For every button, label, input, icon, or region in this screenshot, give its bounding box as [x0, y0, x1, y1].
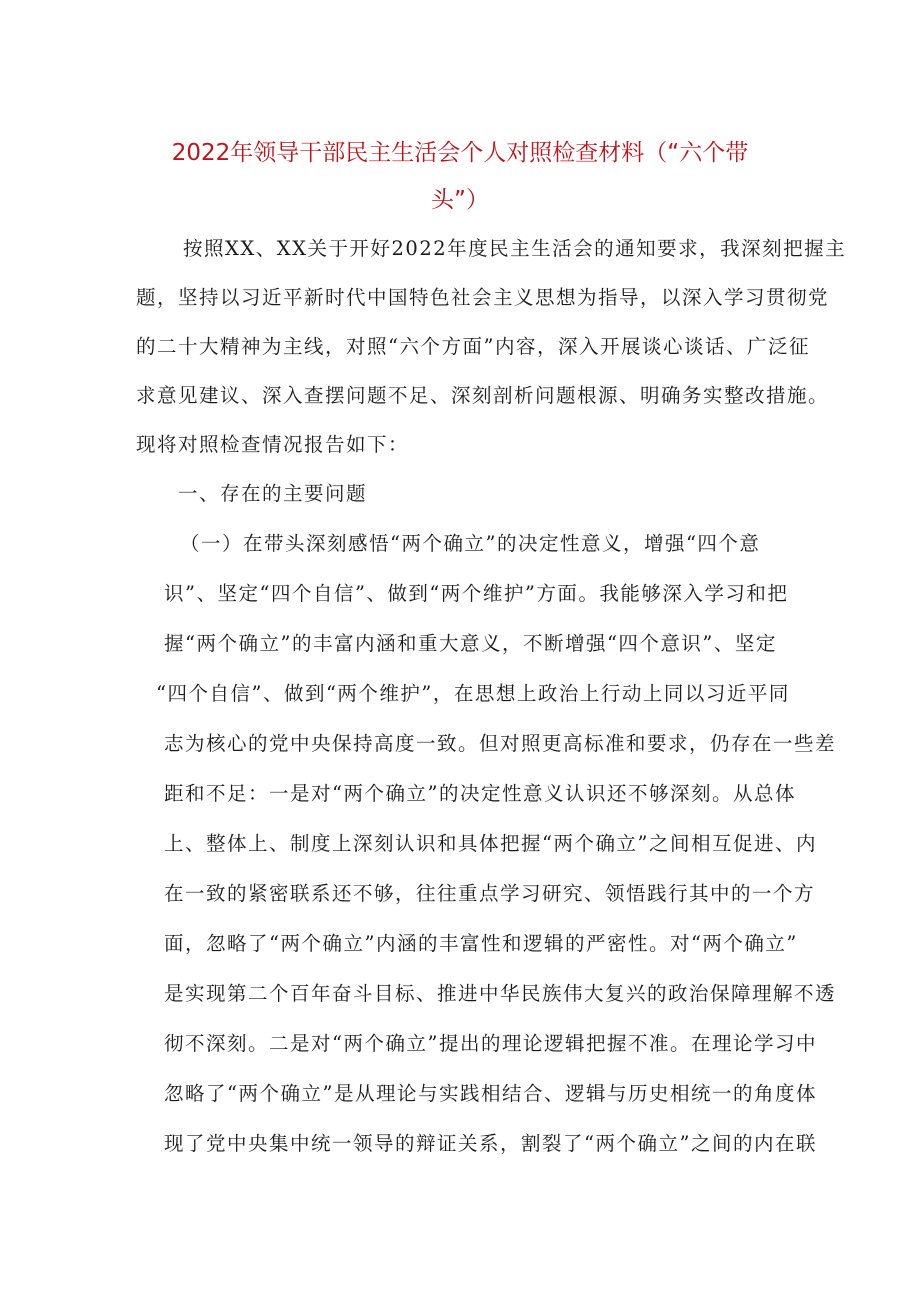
paragraph-2-line-8: 在一致的紧密联系还不够，往往重点学习研究、领悟践行其中的一个方 [164, 882, 816, 905]
paragraph-1-line-1: 按照XX、XX关于开好2022年度民主生活会的通知要求，我深刻把握主 [183, 237, 847, 260]
paragraph-1-line-3: 的二十大精神为主线，对照“六个方面”内容，深入开展谈心谈话、广泛征 [136, 335, 810, 358]
paragraph-2-line-13: 现了党中央集中统一领导的辩证关系，割裂了“两个确立”之间的内在联 [164, 1132, 817, 1155]
section-heading-1: 一、存在的主要问题 [178, 482, 368, 505]
paragraph-2-line-6: 距和不足：一是对“两个确立”的决定性意义认识还不够深刻。从总体 [164, 782, 796, 805]
paragraph-2-line-9: 面，忽略了“两个确立”内涵的丰富性和逻辑的严密性。对“两个确立” [164, 932, 798, 955]
paragraph-2-line-3: 握“两个确立”的丰富内涵和重大意义，不断增强“四个意识”、坚定 [164, 632, 777, 655]
paragraph-1-line-4: 求意见建议、深入查摆问题不足、深刻剖析问题根源、明确务实整改措施。 [136, 384, 830, 407]
paragraph-1-line-2: 题，坚持以习近平新时代中国特色社会主义思想为指导，以深入学习贯彻党 [136, 286, 830, 309]
document-title-line-1: 2022年领导干部民主生活会个人对照检查材料（“六个带 [171, 140, 749, 166]
paragraph-2-line-2: 识”、坚定“四个自信”、做到“两个维护”方面。我能够深入学习和把 [164, 582, 789, 605]
paragraph-1-line-5: 现将对照检查情况报告如下： [136, 433, 410, 456]
paragraph-2-line-12: 忽略了“两个确立”是从理论与实践相结合、逻辑与历史相统一的角度体 [164, 1082, 817, 1105]
paragraph-2-line-5: 志为核心的党中央保持高度一致。但对照更高标准和要求，仍存在一些差 [164, 732, 837, 755]
paragraph-2-line-11: 彻不深刻。二是对“两个确立”提出的理论逻辑把握不准。在理论学习中 [164, 1032, 817, 1055]
paragraph-2-line-7: 上、整体上、制度上深刻认识和具体把握“两个确立”之间相互促进、内 [164, 832, 817, 855]
paragraph-2-line-1: （一）在带头深刻感悟“两个确立”的决定性意义，增强“四个意 [180, 532, 761, 555]
paragraph-2-line-10: 是实现第二个百年奋斗目标、推进中华民族伟大复兴的政治保障理解不透 [164, 982, 837, 1005]
document-title-line-2: 头”） [431, 187, 489, 213]
paragraph-2-line-4: “四个自信”、做到“两个维护”，在思想上政治上行动上同以习近平同 [156, 682, 790, 705]
